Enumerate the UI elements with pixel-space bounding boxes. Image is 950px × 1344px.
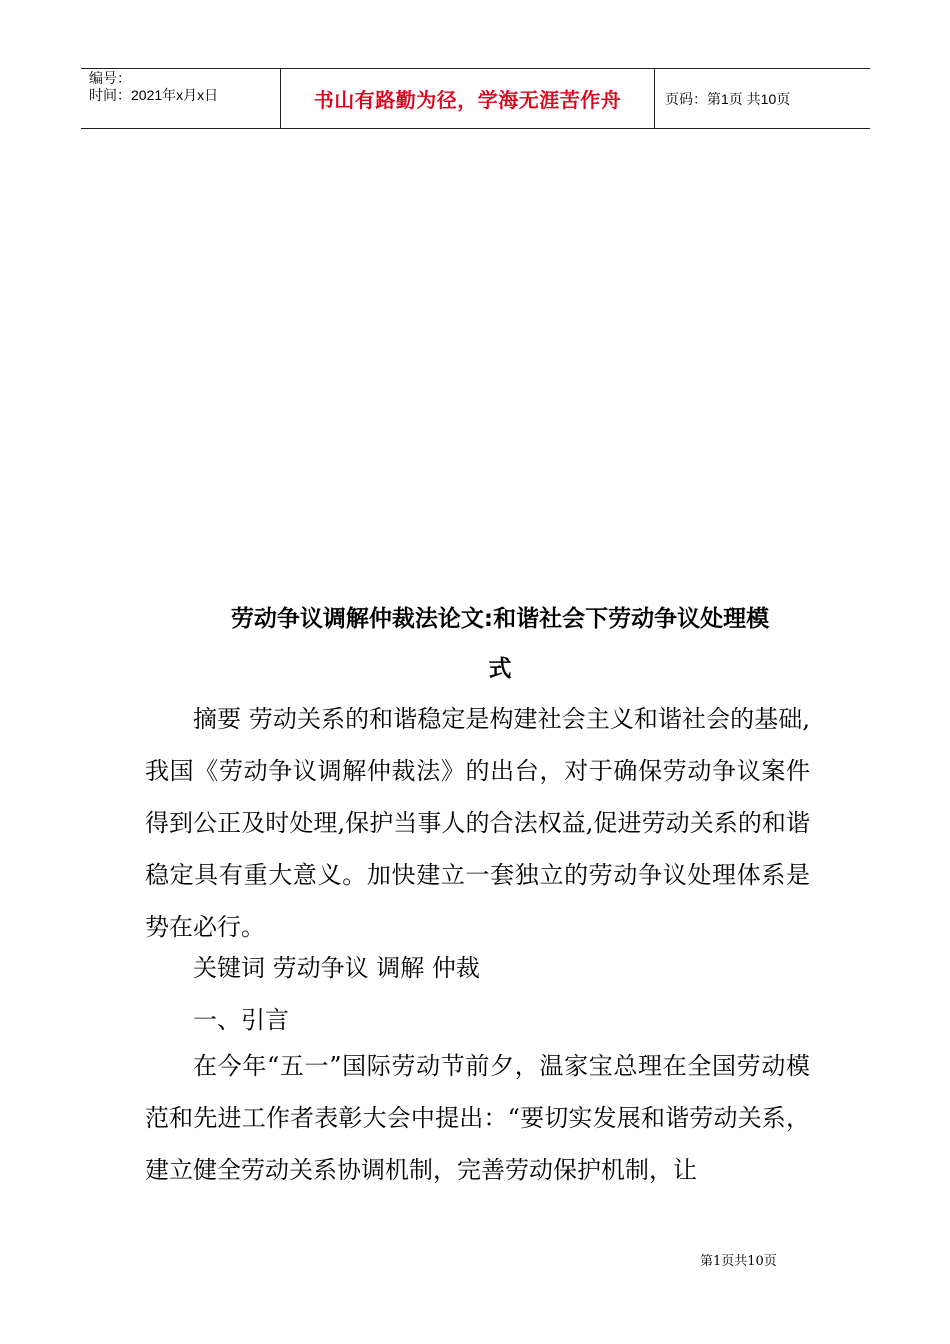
number-label: 编号： — [89, 70, 131, 86]
intro-paragraph — [145, 1040, 810, 1196]
document-header — [81, 68, 870, 129]
page-footer: 第1页共10页 — [700, 1254, 777, 1269]
abstract-paragraph — [145, 693, 810, 953]
article-title-line-2: 式 — [488, 656, 512, 682]
keywords-text: 关键词 劳动争议 调解 仲裁 — [193, 954, 480, 982]
intro-text: 在今年“五一”国际劳动节前夕，温家宝总理在全国劳动模范和先进工作者表彰大会中提出：“要切实发展和谐劳动关系，建立健全劳动关系协调机制，完善劳动保护机制，让 — [145, 1052, 810, 1184]
abstract-text: 摘要 劳动关系的和谐稳定是构建社会主义和谐社会的基础,我国《劳动争议调解仲裁法》的出台，对于确保劳动争议案件得到公正及时处理,保护当事人的合法权益,促进劳动关系的和谐稳定具有重大意义。加快建立一套独立的劳动争议处理体系是势在必行。 — [145, 705, 810, 941]
keywords-paragraph — [145, 942, 810, 994]
header-meta — [81, 69, 281, 128]
article-title-line-1: 劳动争议调解仲裁法论文:和谐社会下劳动争议处理模 — [230, 606, 770, 632]
header-page-info: 页码：第1页 共10页 — [665, 90, 791, 107]
time-label: 时间：2021年x月x日 — [89, 87, 219, 103]
section-heading — [145, 994, 810, 1046]
header-motto: 书山有路勤为径，学海无涯苦作舟 — [281, 69, 655, 128]
section-heading-text: 一、引言 — [193, 1006, 289, 1034]
